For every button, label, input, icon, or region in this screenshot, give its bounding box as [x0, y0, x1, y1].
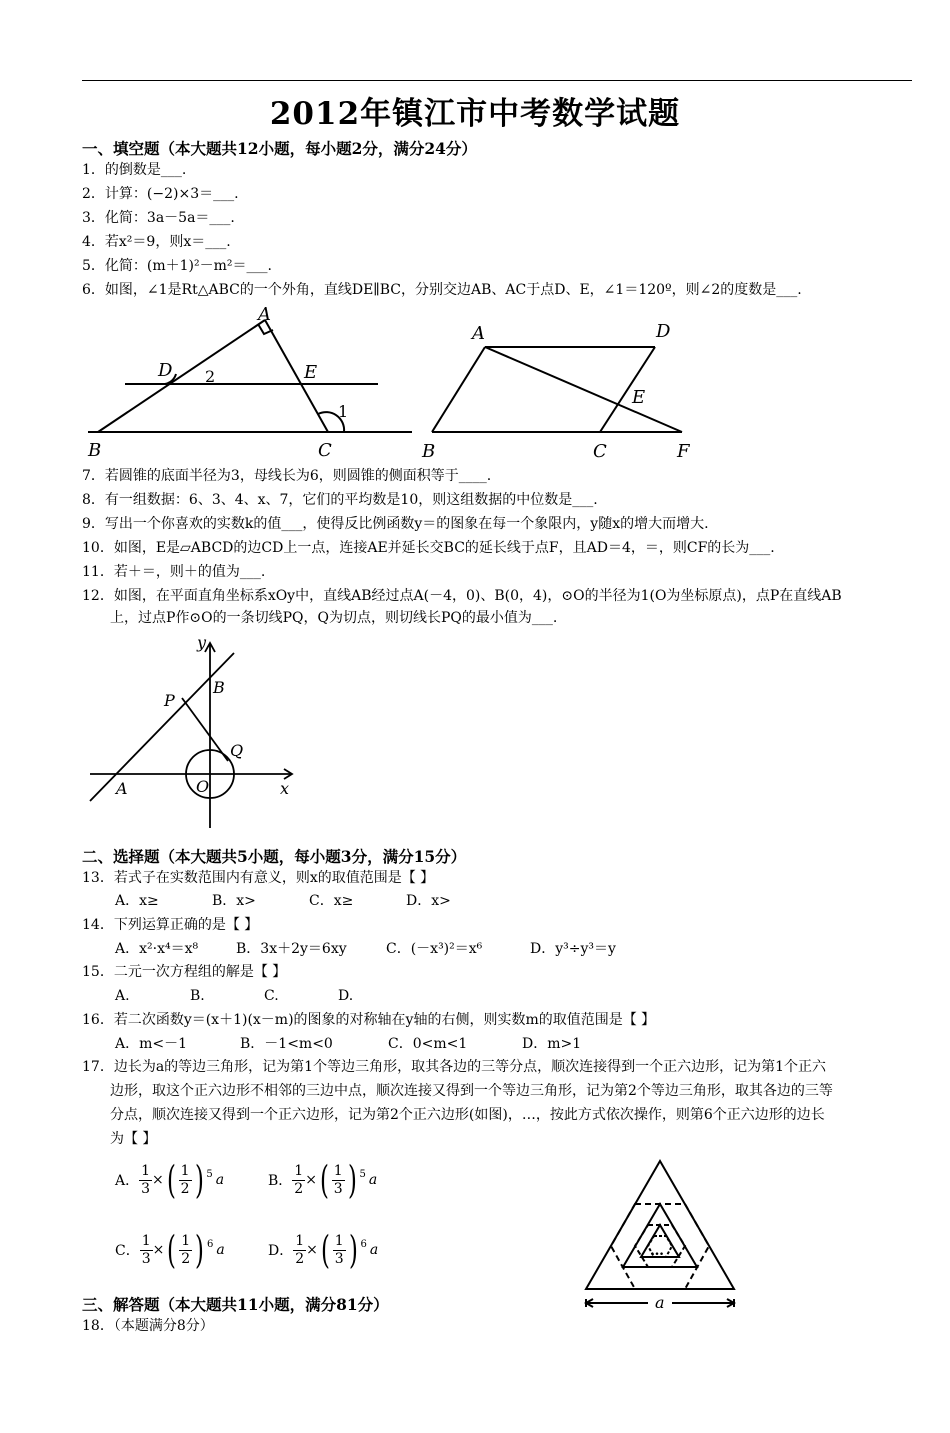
page-title: 2012年镇江市中考数学试题: [269, 96, 681, 132]
fig3-label-x: x: [280, 779, 290, 798]
question-16: 16．若二次函数y＝(x＋1)(x－m)的图象的对称轴在y轴的右侧，则实数m的取值范围是【 】: [82, 1012, 656, 1028]
fig1-label-B: B: [88, 440, 102, 461]
q13-option-c: C．x≥: [309, 893, 354, 909]
q17b-fraction-2: $\frac{1}{3}$: [333, 1162, 343, 1197]
fig2-label-F: F: [677, 441, 690, 462]
q17c-variable: a: [216, 1242, 225, 1258]
fig1-label-angle1: 1: [338, 402, 349, 421]
q14-option-d: D．y³÷y³＝y: [530, 941, 616, 957]
q17-option-b: B． $\frac{1}{2}$ × ( $\frac{1}{3}$ ) 5 a: [268, 1158, 378, 1202]
q17a-fraction-2: $\frac{1}{2}$: [180, 1162, 190, 1197]
question-11: 11．若＋＝，则＋的值为___.: [82, 564, 266, 580]
q16-option-a: A．m<－1: [115, 1036, 188, 1052]
q17a-variable: a: [215, 1172, 225, 1188]
q17c-fraction-1: $\frac{1}{3}$: [141, 1232, 151, 1267]
q17d-fraction-1: $\frac{1}{2}$: [295, 1232, 305, 1267]
q17-option-a-label: A．: [115, 1173, 140, 1189]
header-rule: [82, 80, 912, 81]
figure-parallelogram: [420, 315, 710, 465]
question-7: 7．若圆锥的底面半径为3，母线长为6，则圆锥的侧面积等于____.: [82, 468, 492, 484]
q16-option-c: C．0<m<1: [388, 1036, 468, 1052]
q17c-exponent: 6: [206, 1238, 214, 1250]
q17b-times: ×: [305, 1172, 317, 1188]
q17d-times: ×: [306, 1242, 318, 1258]
q13-option-d: D．x>: [406, 893, 451, 909]
fig4-label-a: a: [655, 1293, 665, 1312]
question-6: 6．如图，∠1是Rt△ABC的一个外角，直线DE∥BC，分别交边AB、AC于点D、E，∠1＝120º，则∠2的度数是___.: [82, 282, 802, 298]
q17-option-d: D． $\frac{1}{2}$ × ( $\frac{1}{3}$ ) 6 a: [268, 1228, 379, 1272]
q17-option-c: C． $\frac{1}{3}$ × ( $\frac{1}{2}$ ) 6 a: [115, 1228, 225, 1272]
figure-triangle: [80, 300, 420, 465]
figure-coordinate: [82, 628, 302, 833]
figure-nested-triangles: [578, 1155, 743, 1315]
fig2-label-B: B: [422, 441, 436, 462]
q16-option-d: D．m>1: [522, 1036, 582, 1052]
fig3-label-P: P: [164, 691, 175, 710]
question-10: 10．如图，E是▱ABCD的边CD上一点，连接AE并延长交BC的延长线于点F，且AD＝4，＝，则CF的长为___.: [82, 540, 775, 556]
question-1: 1．的倒数是___.: [82, 162, 187, 178]
fig3-label-B: B: [213, 678, 225, 697]
q17-option-a: A． $\frac{1}{3}$ × ( $\frac{1}{2}$ ) 5 a: [115, 1158, 225, 1202]
q14-option-a: A．x²·x⁴＝x⁸: [115, 941, 199, 957]
q17a-exponent: 5: [206, 1168, 213, 1180]
fig3-label-O: O: [196, 777, 210, 796]
question-17-line3: 分点，顺次连接又得到一个正六边形，记为第2个正六边形(如图)，…，按此方式依次操作，则第6个正六边形的边长: [110, 1107, 825, 1123]
fig2-label-C: C: [593, 441, 607, 462]
q14-option-b: B．3x＋2y＝6xy: [236, 941, 347, 957]
section1-heading: 一、填空题（本大题共12小题，每小题2分，满分24分）: [82, 139, 477, 158]
fig1-label-C: C: [318, 440, 332, 461]
q17b-exponent: 5: [359, 1168, 366, 1180]
q17a-fraction-1: $\frac{1}{3}$: [141, 1162, 151, 1197]
question-5: 5．化简：(m＋1)²－m²＝___.: [82, 258, 272, 274]
q17-option-b-label: B．: [268, 1173, 293, 1189]
q17a-times: ×: [152, 1172, 164, 1188]
q17d-fraction-2: $\frac{1}{3}$: [334, 1232, 344, 1267]
fig2-label-A: A: [472, 323, 485, 344]
q15-option-a: A.: [115, 988, 130, 1004]
q17-option-d-label: D．: [268, 1243, 294, 1259]
q15-option-b: B.: [190, 988, 205, 1004]
fig2-label-E: E: [632, 387, 646, 408]
q17b-variable: a: [368, 1172, 378, 1188]
q17d-variable: a: [369, 1242, 379, 1258]
question-17-line2: 边形，取这个正六边形不相邻的三边中点，顺次连接又得到一个等边三角形，记为第2个等边三角形，取其各边的三等: [110, 1083, 833, 1099]
q17b-fraction-1: $\frac{1}{2}$: [294, 1162, 304, 1197]
question-12-line1: 12．如图，在平面直角坐标系xOy中，直线AB经过点A(－4，0)、B(0，4)，⊙O的半径为1(O为坐标原点)，点P在直线AB: [82, 588, 842, 604]
q17d-exponent: 6: [360, 1238, 367, 1250]
question-15: 15．二元一次方程组的解是【 】: [82, 964, 287, 980]
fig1-label-angle2: 2: [205, 367, 216, 386]
question-4: 4．若x²＝9，则x＝___.: [82, 234, 231, 250]
question-18: 18．（本题满分8分）: [82, 1318, 214, 1334]
section3-heading: 三、解答题（本大题共11小题，满分81分）: [82, 1295, 389, 1314]
question-17-line4: 为【 】: [110, 1131, 157, 1147]
fig1-label-A: A: [258, 304, 271, 325]
q13-option-b: B．x>: [212, 893, 256, 909]
q16-option-b: B．－1<m<0: [240, 1036, 333, 1052]
fig1-label-D: D: [158, 360, 173, 381]
question-2: 2．计算：(−2)×3＝___.: [82, 186, 239, 202]
section2-heading: 二、选择题（本大题共5小题，每小题3分，满分15分）: [82, 847, 467, 866]
q13-option-a: A．x≥: [115, 893, 159, 909]
question-9: 9．写出一个你喜欢的实数k的值___，使得反比例函数y＝的图象在每一个象限内，y随x的增大而增大.: [82, 516, 709, 532]
question-14: 14．下列运算正确的是【 】: [82, 917, 259, 933]
q17-option-c-label: C．: [115, 1243, 140, 1259]
question-8: 8．有一组数据：6、3、4、x、7，它们的平均数是10，则这组数据的中位数是___.: [82, 492, 598, 508]
q17c-times: ×: [152, 1242, 165, 1258]
fig3-label-A: A: [116, 779, 128, 798]
q17c-fraction-2: $\frac{1}{2}$: [181, 1232, 191, 1267]
q15-option-d: D.: [338, 988, 354, 1004]
question-12-line2: 上，过点P作⊙O的一条切线PQ，Q为切点，则切线长PQ的最小值为___.: [110, 610, 558, 626]
fig3-label-Q: Q: [230, 741, 244, 760]
q15-option-c: C.: [264, 988, 279, 1004]
fig3-label-y: y: [197, 633, 207, 652]
question-17-line1: 17．边长为a的等边三角形，记为第1个等边三角形，取其各边的三等分点，顺次连接得到一个正六边形，记为第1个正六: [82, 1059, 826, 1075]
fig1-label-E: E: [304, 362, 318, 383]
question-3: 3．化简：3a－5a＝___.: [82, 210, 235, 226]
question-13: 13．若式子在实数范围内有意义，则x的取值范围是【 】: [82, 870, 435, 886]
q14-option-c: C．(－x³)²＝x⁶: [386, 941, 483, 957]
fig2-label-D: D: [656, 321, 671, 342]
fig4-dots: …: [650, 1243, 664, 1259]
